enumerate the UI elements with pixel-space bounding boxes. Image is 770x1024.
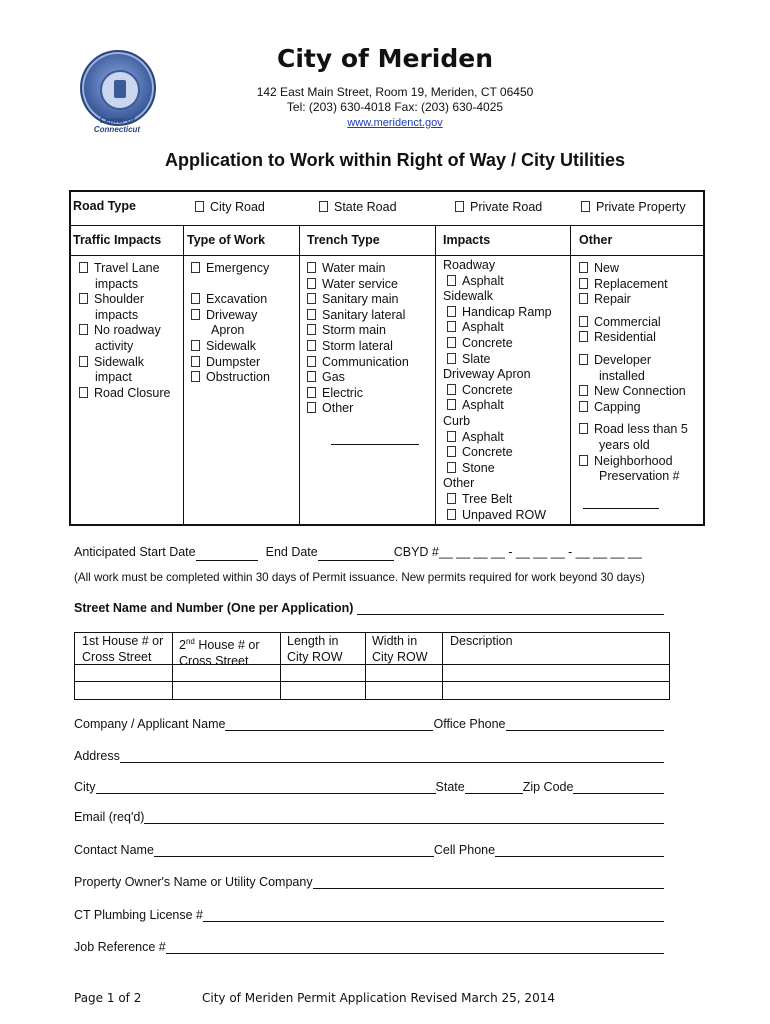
other-item[interactable]: [579, 277, 668, 293]
col-header-other: Other: [579, 233, 613, 247]
type-of-work-item-label: Emergency: [206, 261, 270, 275]
checkbox-icon: [307, 278, 316, 289]
other-item[interactable]: [579, 330, 656, 346]
checkbox-icon: [79, 387, 88, 398]
checkbox-icon: [447, 493, 456, 504]
city-website-link[interactable]: www.meridenct.gov: [347, 117, 443, 129]
other-item[interactable]: [579, 422, 688, 438]
checkbox-icon: [191, 309, 200, 320]
traffic-impact-item-label: Shoulder: [94, 292, 145, 307]
city-state-zip-row: City State Zip Code: [74, 780, 664, 794]
impact-item-label: Sidewalk: [443, 289, 494, 304]
job-reference-row: Job Reference #: [74, 940, 664, 954]
trench-type-item-label: Storm main: [322, 323, 386, 338]
checkbox-icon: [579, 423, 588, 434]
checkbox-icon: [579, 455, 588, 466]
email-field[interactable]: [144, 810, 664, 824]
type-of-work-item[interactable]: [191, 355, 260, 371]
checkbox-icon: [579, 278, 588, 289]
other-item-label: Road less than 5: [594, 422, 688, 437]
impact-item-label: Other: [443, 476, 475, 491]
impact-item: [443, 476, 474, 492]
checkbox-icon: [307, 340, 316, 351]
checkbox-icon: [307, 387, 316, 398]
checkbox-icon: [579, 293, 588, 304]
checkbox-icon: [307, 324, 316, 335]
owner-row: Property Owner's Name or Utility Company: [74, 875, 664, 889]
impact-item-label: Concrete: [462, 445, 513, 460]
trench-type-item[interactable]: [307, 370, 345, 386]
cbyd-number-field[interactable]: __ __ __ __ - __ __ __ - __ __ __ __: [438, 545, 642, 559]
checkbox-icon: [319, 201, 328, 212]
checkbox-icon: [447, 446, 456, 457]
office-phone-field[interactable]: [506, 717, 664, 731]
address-field[interactable]: [120, 749, 664, 763]
checkbox-icon: [307, 262, 316, 273]
impact-item-label: Asphalt: [462, 273, 504, 288]
checkbox-icon: [307, 309, 316, 320]
checkbox-icon: [79, 262, 88, 273]
checkbox-icon: [307, 356, 316, 367]
street-name-field[interactable]: [357, 601, 664, 615]
traffic-impact-item[interactable]: [79, 386, 170, 402]
checkbox-icon: [447, 462, 456, 473]
impact-item[interactable]: [447, 492, 512, 508]
street-segments-table: [74, 632, 670, 700]
checkbox-icon: [447, 321, 456, 332]
impact-item-label: Curb: [443, 414, 471, 428]
type-of-work-item-label: Excavation: [206, 292, 268, 307]
checkbox-icon: [191, 262, 200, 273]
permit-note: (All work must be completed within 30 days of Permit issuance. New permits required for work beyond 30 days): [74, 571, 645, 584]
preservation-number-blank[interactable]: [583, 508, 659, 509]
other-item-label: Commercial: [594, 314, 661, 329]
road-type-private-road[interactable]: Private Road: [455, 200, 542, 216]
type-of-work-item-label: Sidewalk: [206, 339, 257, 353]
other-item-label: years old: [599, 438, 650, 452]
owner-name-field[interactable]: [313, 875, 664, 889]
address-row: Address: [74, 749, 664, 763]
impact-item-label: Concrete: [462, 382, 513, 397]
traffic-impact-item-label: Travel Lane: [94, 261, 160, 275]
start-date-field[interactable]: [196, 547, 258, 561]
traffic-impact-item[interactable]: [79, 323, 161, 339]
impact-item-label: Slate: [462, 351, 491, 366]
impact-item[interactable]: [447, 320, 504, 336]
trench-type-item[interactable]: [307, 339, 393, 355]
checkbox-icon: [447, 353, 456, 364]
checkbox-icon: [79, 356, 88, 367]
traffic-impact-item-label: Sidewalk: [94, 354, 145, 369]
type-of-work-item-label: Driveway: [206, 307, 258, 322]
street-col-length: Length in City ROW: [287, 634, 343, 664]
traffic-impact-item-label: impacts: [95, 276, 139, 291]
trench-type-item[interactable]: [307, 308, 405, 324]
email-row: Email (req'd): [74, 810, 664, 824]
checkbox-icon: [191, 371, 200, 382]
impact-item: [443, 258, 495, 274]
type-of-work-item-label: Obstruction: [206, 370, 270, 385]
checkbox-icon: [191, 293, 200, 304]
trench-type-item-label: Other: [322, 401, 354, 416]
checkbox-icon: [447, 509, 456, 520]
impact-item-label: Tree Belt: [462, 492, 513, 506]
impact-item-label: Unpaved ROW: [462, 507, 547, 522]
city-field[interactable]: [96, 780, 436, 794]
street-col-1st-house: 1st House # or Cross Street: [82, 634, 164, 664]
impact-item-label: Asphalt: [462, 320, 504, 335]
impact-item[interactable]: [447, 274, 504, 290]
zip-code-field[interactable]: [573, 780, 664, 794]
trench-type-item[interactable]: [307, 261, 385, 277]
traffic-impact-item[interactable]: [79, 355, 144, 371]
street-col-width: Width in City ROW: [372, 634, 428, 664]
road-type-state-road[interactable]: State Road: [319, 200, 397, 216]
impact-item-label: Asphalt: [462, 429, 504, 444]
col-header-impacts: Impacts: [443, 233, 491, 247]
checkbox-icon: [455, 201, 464, 212]
checkbox-icon: [195, 201, 204, 212]
street-col-2nd-house: 2nd House # or Cross Street: [179, 637, 260, 668]
checkbox-icon: [191, 340, 200, 351]
traffic-impact-item-label: No roadway: [94, 323, 161, 338]
checkbox-icon: [307, 293, 316, 304]
trench-type-item[interactable]: [307, 277, 398, 293]
impact-item[interactable]: [447, 398, 504, 414]
other-item[interactable]: [579, 261, 619, 277]
traffic-impact-item-label: impact: [95, 370, 132, 385]
impact-item[interactable]: [447, 352, 491, 368]
end-date-field[interactable]: [318, 547, 394, 561]
other-item[interactable]: [579, 315, 661, 331]
contact-name-field[interactable]: [154, 843, 434, 857]
contact-row: Contact Name Cell Phone: [74, 843, 664, 857]
type-of-work-item: [211, 323, 244, 339]
col-header-trench-type: Trench Type: [307, 233, 380, 247]
checkbox-icon: [79, 293, 88, 304]
other-item-label: Neighborhood: [594, 453, 673, 468]
impact-item[interactable]: [447, 461, 495, 477]
impact-item-label: Roadway: [443, 258, 496, 272]
checkbox-icon: [579, 385, 588, 396]
state-field[interactable]: [465, 780, 523, 794]
checkbox-icon: [579, 354, 588, 365]
checkbox-icon: [579, 401, 588, 412]
trench-other-blank[interactable]: [331, 444, 419, 445]
checkbox-icon: [579, 331, 588, 342]
checkbox-icon: [447, 337, 456, 348]
type-of-work-item[interactable]: [191, 292, 267, 308]
traffic-impact-item: [95, 308, 138, 324]
other-item-label: Replacement: [594, 276, 668, 291]
trench-type-item[interactable]: [307, 355, 409, 371]
trench-type-item-label: Sanitary main: [322, 292, 399, 307]
type-of-work-item[interactable]: [191, 339, 256, 355]
col-header-type-of-work: Type of Work: [187, 233, 266, 247]
impact-item[interactable]: [447, 430, 504, 446]
dates-row: Anticipated Start Date End Date CBYD # __ __ __ __ - __ __ __ - __ __ __ __: [74, 545, 642, 559]
trench-type-item-label: Gas: [322, 370, 345, 385]
type-of-work-item[interactable]: [191, 261, 269, 277]
trench-type-item-label: Water main: [322, 261, 386, 275]
page-title: Application to Work within Right of Way / City Utilities: [165, 150, 625, 170]
other-item-label: Capping: [594, 399, 641, 414]
checkbox-icon: [581, 201, 590, 212]
other-item-label: Preservation #: [599, 469, 680, 484]
impact-item-label: Concrete: [462, 336, 513, 350]
type-of-work-item[interactable]: [191, 370, 270, 386]
other-item-label: New Connection: [594, 384, 686, 399]
checkbox-icon: [191, 356, 200, 367]
road-type-city-road[interactable]: City Road: [195, 200, 265, 216]
impact-item: [443, 414, 470, 430]
traffic-impact-item-label: activity: [95, 339, 134, 353]
checkbox-icon: [79, 324, 88, 335]
other-item[interactable]: [579, 384, 686, 400]
trench-type-item[interactable]: [307, 323, 386, 339]
col-header-traffic-impacts: Traffic Impacts: [73, 233, 162, 247]
trench-type-item[interactable]: [307, 292, 398, 308]
other-item: [599, 369, 645, 385]
street-col-description: Description: [450, 634, 513, 648]
traffic-impact-item: [95, 370, 132, 386]
plumbing-license-field[interactable]: [203, 908, 664, 922]
trench-type-item-label: Water service: [322, 276, 398, 291]
other-item-label: installed: [599, 368, 645, 383]
trench-type-item-label: Sanitary lateral: [322, 307, 406, 322]
other-item: [599, 469, 680, 485]
other-item: [599, 438, 650, 454]
other-item-label: Residential: [594, 330, 656, 345]
road-type-private-property[interactable]: Private Property: [581, 200, 686, 216]
type-of-work-item[interactable]: [191, 308, 257, 324]
other-item-label: Developer: [594, 353, 651, 367]
checkbox-icon: [307, 371, 316, 382]
trench-type-item-label: Storm lateral: [322, 339, 393, 353]
checkbox-icon: [447, 431, 456, 442]
checkbox-icon: [447, 275, 456, 286]
city-website-wrap: [0, 115, 770, 129]
license-row: CT Plumbing License #: [74, 908, 664, 922]
impact-item-label: Stone: [462, 460, 495, 475]
impact-item[interactable]: [447, 305, 552, 321]
city-phone: Tel: (203) 630-4018 Fax: (203) 630-4025: [286, 100, 504, 114]
street-name-row: Street Name and Number (One per Application): [74, 601, 664, 615]
impact-item[interactable]: [447, 508, 546, 524]
traffic-impact-item: [95, 277, 138, 293]
impact-item: [443, 367, 531, 383]
impact-item-label: Driveway Apron: [443, 367, 531, 382]
other-item[interactable]: [579, 353, 651, 369]
seal-tagline: Center of Connecticut: [93, 116, 141, 134]
traffic-impact-item-label: Road Closure: [94, 385, 171, 400]
traffic-impact-item-label: impacts: [95, 307, 139, 322]
checkbox-icon: [307, 402, 316, 413]
impact-item[interactable]: [447, 383, 513, 399]
checkbox-icon: [447, 399, 456, 410]
checkbox-icon: [447, 306, 456, 317]
checkbox-icon: [447, 384, 456, 395]
page-number: Page 1 of 2: [74, 991, 142, 1005]
cell-phone-field[interactable]: [495, 843, 664, 857]
road-type-label: Road Type: [73, 199, 136, 213]
trench-type-item[interactable]: [307, 401, 353, 417]
job-reference-field[interactable]: [166, 940, 664, 954]
revision-note: City of Meriden Permit Application Revised March 25, 2014: [202, 991, 555, 1005]
type-of-work-item-label: Apron: [211, 323, 245, 338]
other-item[interactable]: [579, 292, 631, 308]
impact-item-label: Handicap Ramp: [462, 304, 552, 319]
traffic-impact-item: [95, 339, 133, 355]
company-name-field[interactable]: [225, 717, 433, 731]
impact-item[interactable]: [447, 336, 513, 352]
impact-item-label: Asphalt: [462, 398, 504, 413]
other-item-label: New: [594, 261, 620, 275]
checkbox-icon: [579, 262, 588, 273]
other-item[interactable]: [579, 400, 641, 416]
type-of-work-item-label: Dumpster: [206, 354, 261, 369]
city-name: City of Meriden: [276, 44, 493, 73]
other-item[interactable]: [579, 454, 673, 470]
impact-item[interactable]: [447, 445, 513, 461]
traffic-impact-item[interactable]: [79, 261, 160, 277]
trench-type-item-label: Electric: [322, 385, 363, 400]
checkbox-icon: [579, 316, 588, 327]
trench-type-item-label: Communication: [322, 354, 409, 369]
company-row: Company / Applicant Name Office Phone: [74, 717, 664, 731]
trench-type-item[interactable]: [307, 386, 363, 402]
work-details-table: [69, 190, 705, 526]
other-item-label: Repair: [594, 292, 631, 307]
traffic-impact-item[interactable]: [79, 292, 144, 308]
impact-item: [443, 289, 493, 305]
city-address: 142 East Main Street, Room 19, Meriden, CT 06450: [256, 85, 534, 99]
